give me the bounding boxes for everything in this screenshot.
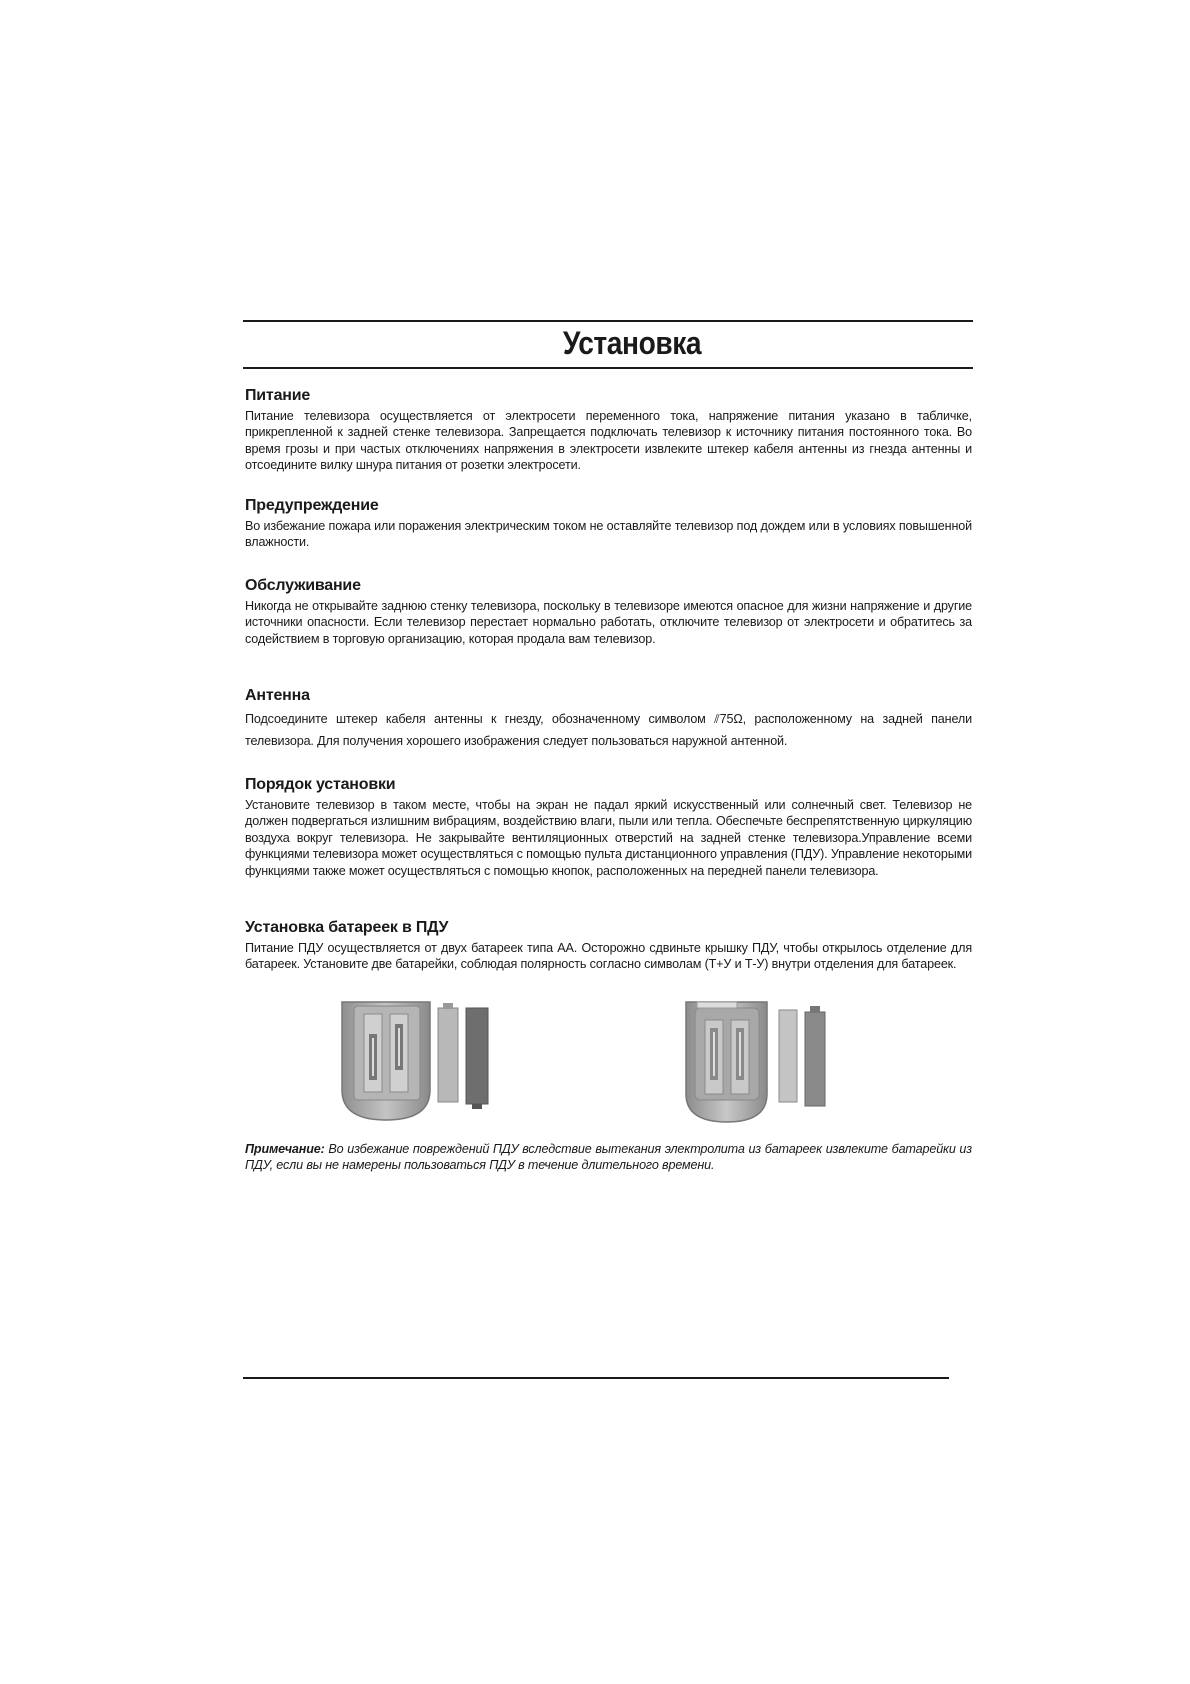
section-heading-warning: Предупреждение [245, 497, 379, 514]
section-text-service: Никогда не открывайте заднюю стенку телевизора, поскольку в телевизоре имеются опасное для жизни напряжение и другие источники опасности. Если телевизор перестает нормально работать, отключите телевизор от электросети и обратитесь за содействием в торговую организацию, которая продала вам телевизор. [245, 599, 972, 646]
section-heading-service: Обслуживание [245, 577, 361, 594]
section-text-antenna: Подсоедините штекер кабеля антенны к гнезду, обозначенному символом ⫽75Ω, расположенному на задней панели телевизора. Для получения хорошего изображения следует пользоваться наружной антенной. [245, 712, 972, 748]
section-warning [245, 497, 972, 551]
section-text-install: Установите телевизор в таком месте, чтобы на экран не падал яркий искусственный или солнечный свет. Телевизор не должен подвергаться излишним вибрациям, воздействию влаги, пыли или тепла. Обеспечьте беспрепятственную циркуляцию воздуха вокруг телевизора. Не закрывайте вентиляционных отверстий на задней стенке телевизора.Управление всеми функциями телевизора может осуществляться с помощью пульта дистанционного управления (ПДУ). Управление некоторыми функциями также может осуществляться с помощью кнопок, расположенных на передней панели телевизора. [245, 798, 972, 878]
title-rule-bottom [243, 367, 973, 369]
remote-open-compartment-illustration [338, 998, 538, 1124]
remote-open-compartment-icon [338, 998, 538, 1124]
remote-compartment-with-cover-illustration [683, 998, 843, 1124]
note-text: Во избежание повреждений ПДУ вследствие вытекания электролита из батареек извлеките батарейки из ПДУ, если вы не намерены пользоваться ПДУ в течение длительного времени. [245, 1142, 972, 1173]
section-antenna [245, 687, 972, 752]
section-heading-power: Питание [245, 387, 311, 404]
section-text-warning: Во избежание пожара или поражения электрическим током не оставляйте телевизор под дождем или в условиях повышенной влажности. [245, 519, 972, 550]
section-text-batteries: Питание ПДУ осуществляется от двух батареек типа АА. Осторожно сдвиньте крышку ПДУ, чтобы открылось отделение для батареек. Установите две батарейки, соблюдая полярность согласно символам (Т+У и Т-У) внутри отделения для батареек. [245, 941, 972, 972]
remote-compartment-with-cover-icon [683, 998, 843, 1124]
section-power [245, 387, 972, 474]
note-label: Примечание: [245, 1142, 325, 1156]
section-text-power: Питание телевизора осуществляется от электросети переменного тока, напряжение питания указано в табличке, прикрепленной к задней стенке телевизора. Запрещается подключать телевизор к источнику питания постоянного тока. Во время грозы и при частых отключениях напряжения в электросети извлеките штекер кабеля антенны из гнезда антенны и отсоедините вилку шнура питания от розетки электросети. [245, 409, 972, 473]
footer-rule [243, 1377, 949, 1379]
note-paragraph [245, 1141, 972, 1174]
section-install [245, 776, 972, 879]
section-heading-batteries: Установка батареек в ПДУ [245, 919, 449, 936]
section-batteries [245, 919, 972, 973]
section-service [245, 577, 972, 647]
page-title: Установка [562, 325, 702, 361]
section-heading-antenna: Антенна [245, 687, 310, 704]
section-heading-install: Порядок установки [245, 776, 396, 793]
